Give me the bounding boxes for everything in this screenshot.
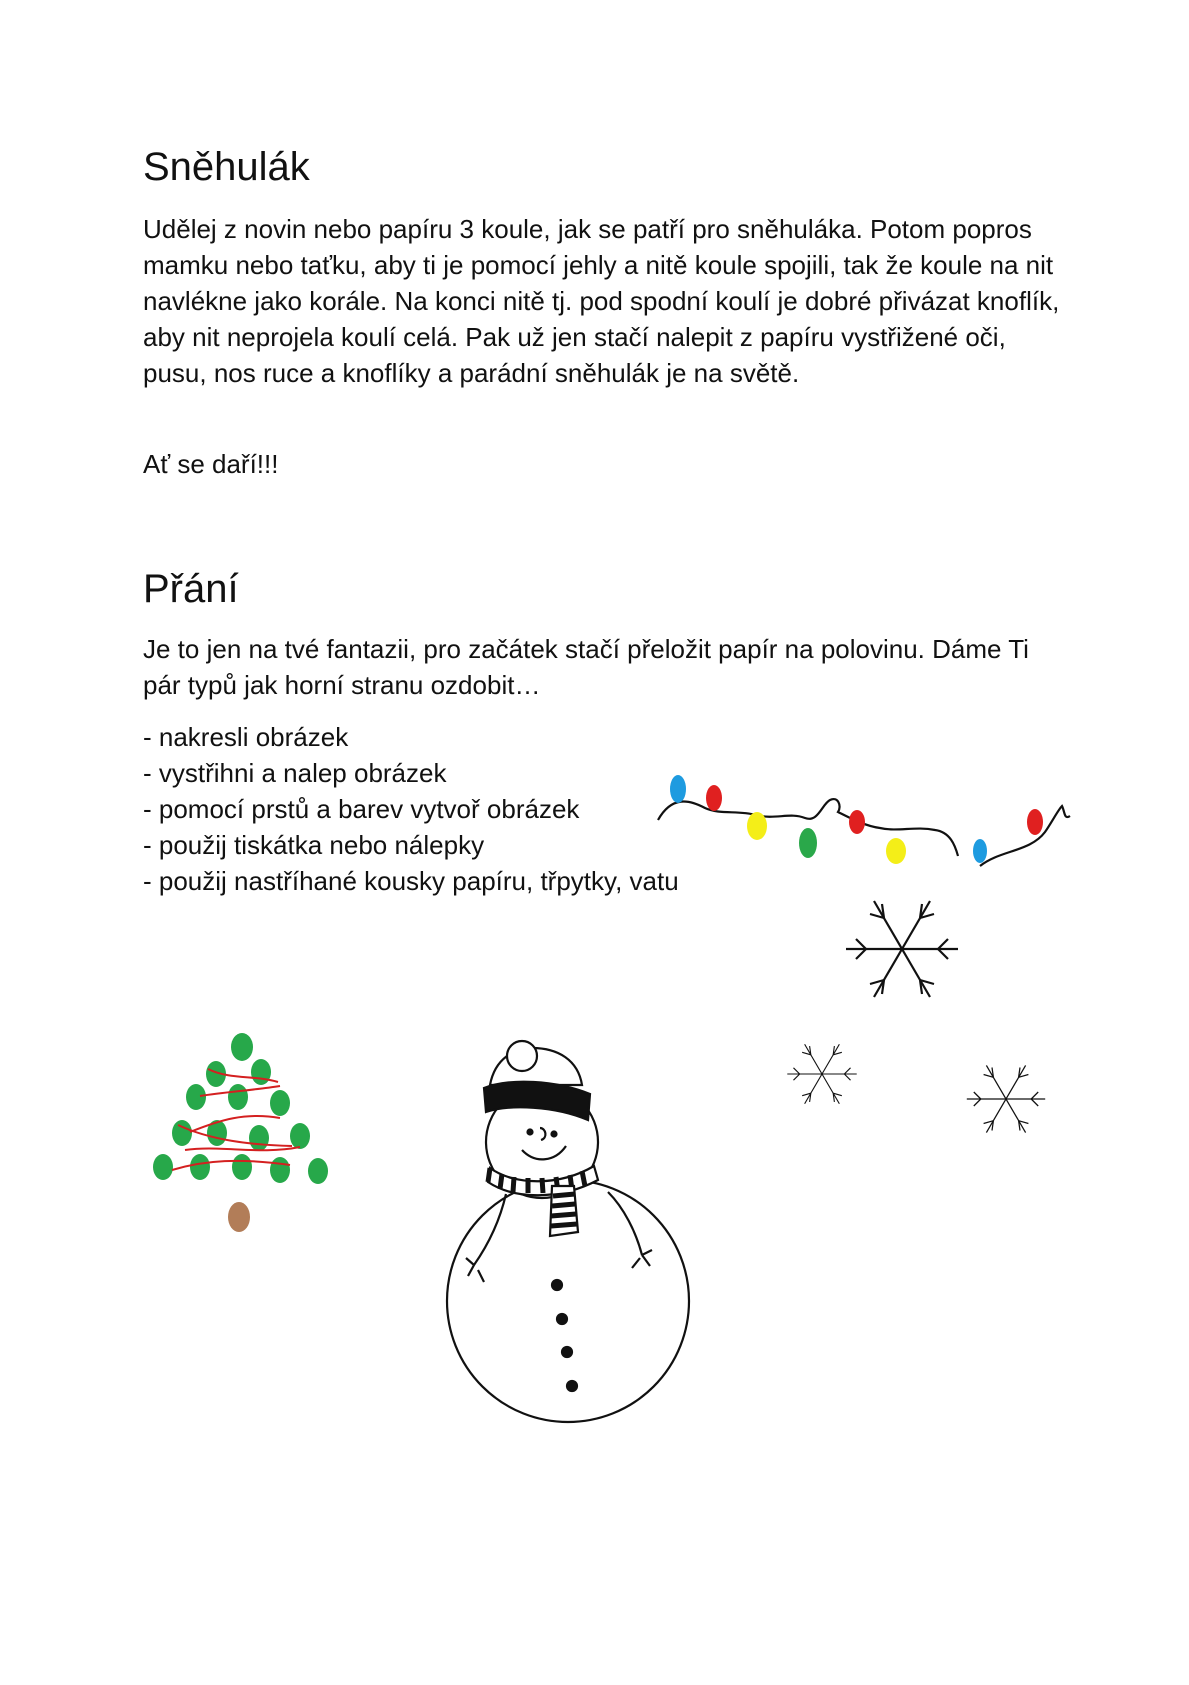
snowflake-icon [787,1044,856,1104]
snowman-drawing [447,1041,689,1422]
light-garland-drawing [658,775,1070,866]
bulb-yellow [886,838,906,864]
section-heading-prani: Přání [143,567,239,611]
bulb-red [706,785,722,811]
list-item: - použij tiskátka nebo nálepky [143,830,485,860]
bulb-green [799,828,817,858]
list-item: - pomocí prstů a barev vytvoř obrázek [143,794,580,824]
good-luck-paragraph: Ať se daří!!! [143,449,279,479]
list-item: - vystřihni a nalep obrázek [143,758,447,788]
bulb-yellow [747,812,767,840]
card-intro-paragraph: Je to jen na tvé fantazii, pro začátek stačí přeložit papír na polovinu. Dáme Ti pár typů jak horní stranu ozdobit… [143,634,1029,700]
section-heading-snehulak: Sněhulák [143,145,310,189]
bulb-red [1027,809,1043,835]
bulb-red [849,810,865,834]
snowflake-icon [967,1065,1045,1132]
snowflake-icon [846,901,958,997]
snowman-instructions-paragraph: Udělej z novin nebo papíru 3 koule, jak se patří pro sněhuláka. Potom popros mamku nebo taťku, aby ti je pomocí jehly a nitě koule spojili, tak že koule na nit navlékne jako korále. Na konci nitě tj. pod spodní koulí je dobré přivázat knoflík, aby nit neprojela koulí celá. Pak už jen stačí nalepit z papíru vystřižené oči, pusu, nos ruce a knoflíky a parádní sněhulák je na světě. [143,214,1060,388]
list-item: - nakresli obrázek [143,722,349,752]
bulb-blue [973,839,987,863]
bulb-blue [670,775,686,803]
garland-wire-right [980,806,1070,866]
fingerprint-tree-drawing [153,1033,328,1232]
tree-trunk [228,1202,250,1232]
list-item: - použij nastříhané kousky papíru, třpytky, vatu [143,866,679,896]
